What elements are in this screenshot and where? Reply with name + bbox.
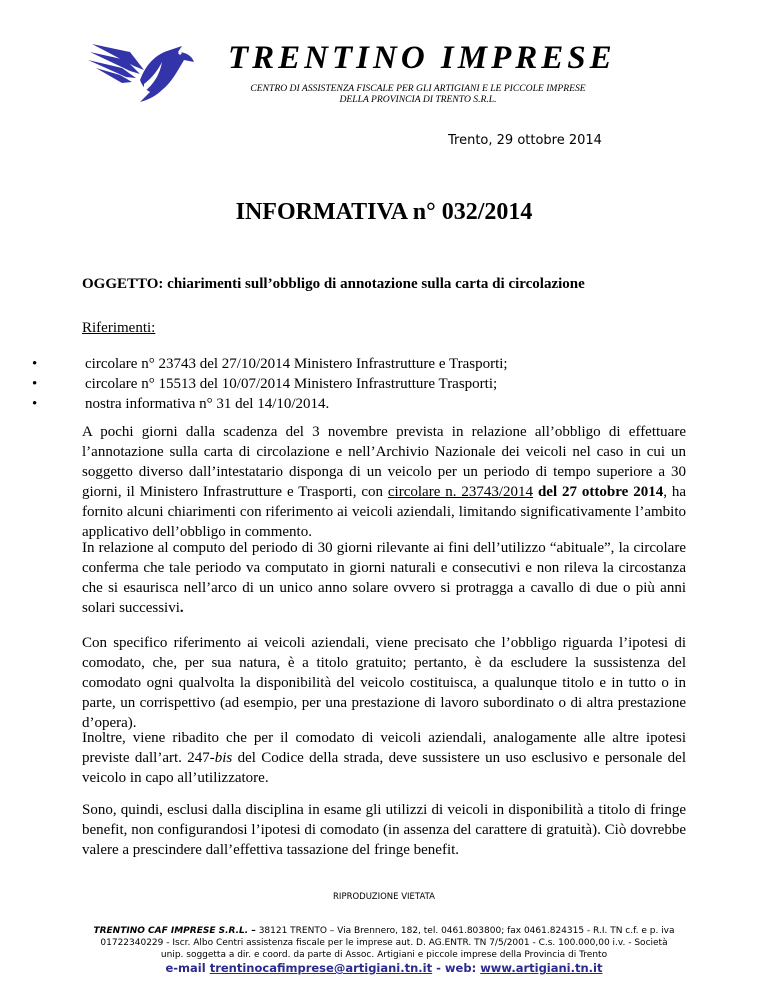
document-subject: OGGETTO: chiarimenti sull’obbligo di annotazione sulla carta di circolazione bbox=[82, 276, 585, 292]
paragraph-4 bbox=[82, 728, 686, 788]
reproduction-notice: RIPRODUZIONE VIETATA bbox=[333, 892, 435, 902]
brand-subtitle-line-1: CENTRO DI ASSISTENZA FISCALE PER GLI ARTIGIANI E LE PICCOLE IMPRESE bbox=[250, 83, 586, 94]
document-title: INFORMATIVA n° 032/2014 bbox=[235, 199, 533, 225]
paragraph-2-end: . bbox=[179, 600, 184, 616]
paragraph-2 bbox=[82, 538, 686, 618]
brand-name: TRENTINO IMPRESE bbox=[228, 40, 616, 76]
paragraph-1 bbox=[82, 422, 686, 542]
circular-date: del 27 ottobre 2014 bbox=[537, 484, 664, 500]
footer-line-1 bbox=[0, 925, 768, 937]
references-heading: Riferimenti: bbox=[82, 320, 156, 336]
footer-company: TRENTINO CAF IMPRESE S.R.L. – bbox=[93, 926, 256, 936]
brand-subtitle-line-2: DELLA PROVINCIA DI TRENTO S.R.L. bbox=[339, 94, 497, 105]
paragraph-3: Con specifico riferimento ai veicoli aziendali, viene precisato che l’obbligo riguarda l’ipotesi di comodato, che, per sua natura, è a titolo gratuito; pertanto, è da escludere la sussistenza del comodato ogni qualvolta la disponibilità del veicolo costituisca, a qualunque titolo e in tutto o in parte, un corrispettivo (ad esempio, per una prestazione di lavoro subordinato o di altra prestazione d’opera). bbox=[82, 635, 686, 731]
paragraph-4-italic: bis bbox=[214, 750, 233, 766]
reference-item bbox=[32, 354, 508, 374]
footer-contact bbox=[0, 961, 768, 975]
reference-item bbox=[32, 374, 508, 394]
paragraph-4-text: Inoltre, viene ribadito che per il comodato di veicoli aziendali, analogamente alle altre ipotesi previste dall’art. 247- bbox=[82, 730, 686, 766]
paragraph-1-end: , ha fornito alcuni chiarimenti con riferimento ai veicoli aziendali, limitando significativamente l’ambito applicativo dell’obbligo in commento. bbox=[82, 484, 687, 540]
paragraph-5: Sono, quindi, esclusi dalla disciplina in esame gli utilizzi di veicoli in disponibilità a titolo di fringe benefit, non configurandosi l’ipotesi di comodato (in assenza del carattere di gratuità). Ciò dovrebbe valere a prescindere dall’effettiva tassazione del fringe benefit. bbox=[82, 802, 686, 858]
paragraph-1-text: A pochi giorni dalla scadenza del 3 novembre prevista in relazione all’obbligo di effettuare l’annotazione sulla carta di circolazione e nell’Archivio Nazionale dei veicoli nel caso in cui un soggetto diverso dall’intestatario disponga di un veicolo per un periodo di tempo superiore a 30 giorni, il Ministero Infrastrutture e Trasporti, con bbox=[82, 424, 686, 500]
paragraph-2-text: In relazione al computo del periodo di 30 giorni rilevante ai fini dell’utilizzo “abituale”, la circolare conferma che tale periodo va computato in giorni naturali e consecutivi e non rileva la circostanza che si esaurisca nell’arco di un unico anno solare ovvero si protragga a cavallo di due o più anni solari successivi bbox=[82, 540, 686, 616]
brand-subtitle bbox=[213, 83, 623, 105]
footer bbox=[0, 925, 768, 975]
document-date: Trento, 29 ottobre 2014 bbox=[448, 133, 602, 148]
circular-reference-link: circolare n. 23743/2014 bbox=[387, 484, 534, 500]
bullet-icon: • bbox=[32, 356, 38, 372]
footer-line-3: unip. soggetta a dir. e coord. da parte di Assoc. Artigiani e piccole imprese della Provincia di Trento bbox=[160, 950, 608, 960]
bullet-icon: • bbox=[32, 376, 38, 392]
references-list bbox=[32, 354, 508, 414]
footer-line-2: 01722340229 - Iscr. Albo Centri assistenza fiscale per le imprese aut. D. AG.ENTR. TN 7/5/2001 - C.s. 100.000,00 i.v. - Società bbox=[100, 938, 668, 948]
reference-text: circolare n° 15513 del 10/07/2014 Ministero Infrastrutture Trasporti; bbox=[85, 376, 498, 392]
eagle-logo-icon bbox=[86, 40, 196, 106]
web-label: - web: bbox=[436, 961, 477, 975]
reference-text: nostra informativa n° 31 del 14/10/2014. bbox=[85, 396, 330, 412]
email-link[interactable]: trentinocafimprese@artigiani.tn.it bbox=[209, 961, 433, 975]
reference-text: circolare n° 23743 del 27/10/2014 Ministero Infrastrutture e Trasporti; bbox=[85, 356, 508, 372]
reference-item bbox=[32, 394, 508, 414]
email-label: e-mail bbox=[165, 961, 206, 975]
web-link[interactable]: www.artigiani.tn.it bbox=[480, 961, 603, 975]
footer-address: 38121 TRENTO – Via Brennero, 182, tel. 0461.803800; fax 0461.824315 - R.I. TN c.f. e p. iva bbox=[255, 926, 675, 936]
bullet-icon: • bbox=[32, 396, 38, 412]
paragraph-4-end: del Codice della strada, deve sussistere un uso esclusivo e personale del veicolo in capo all’utilizzatore. bbox=[82, 750, 686, 786]
